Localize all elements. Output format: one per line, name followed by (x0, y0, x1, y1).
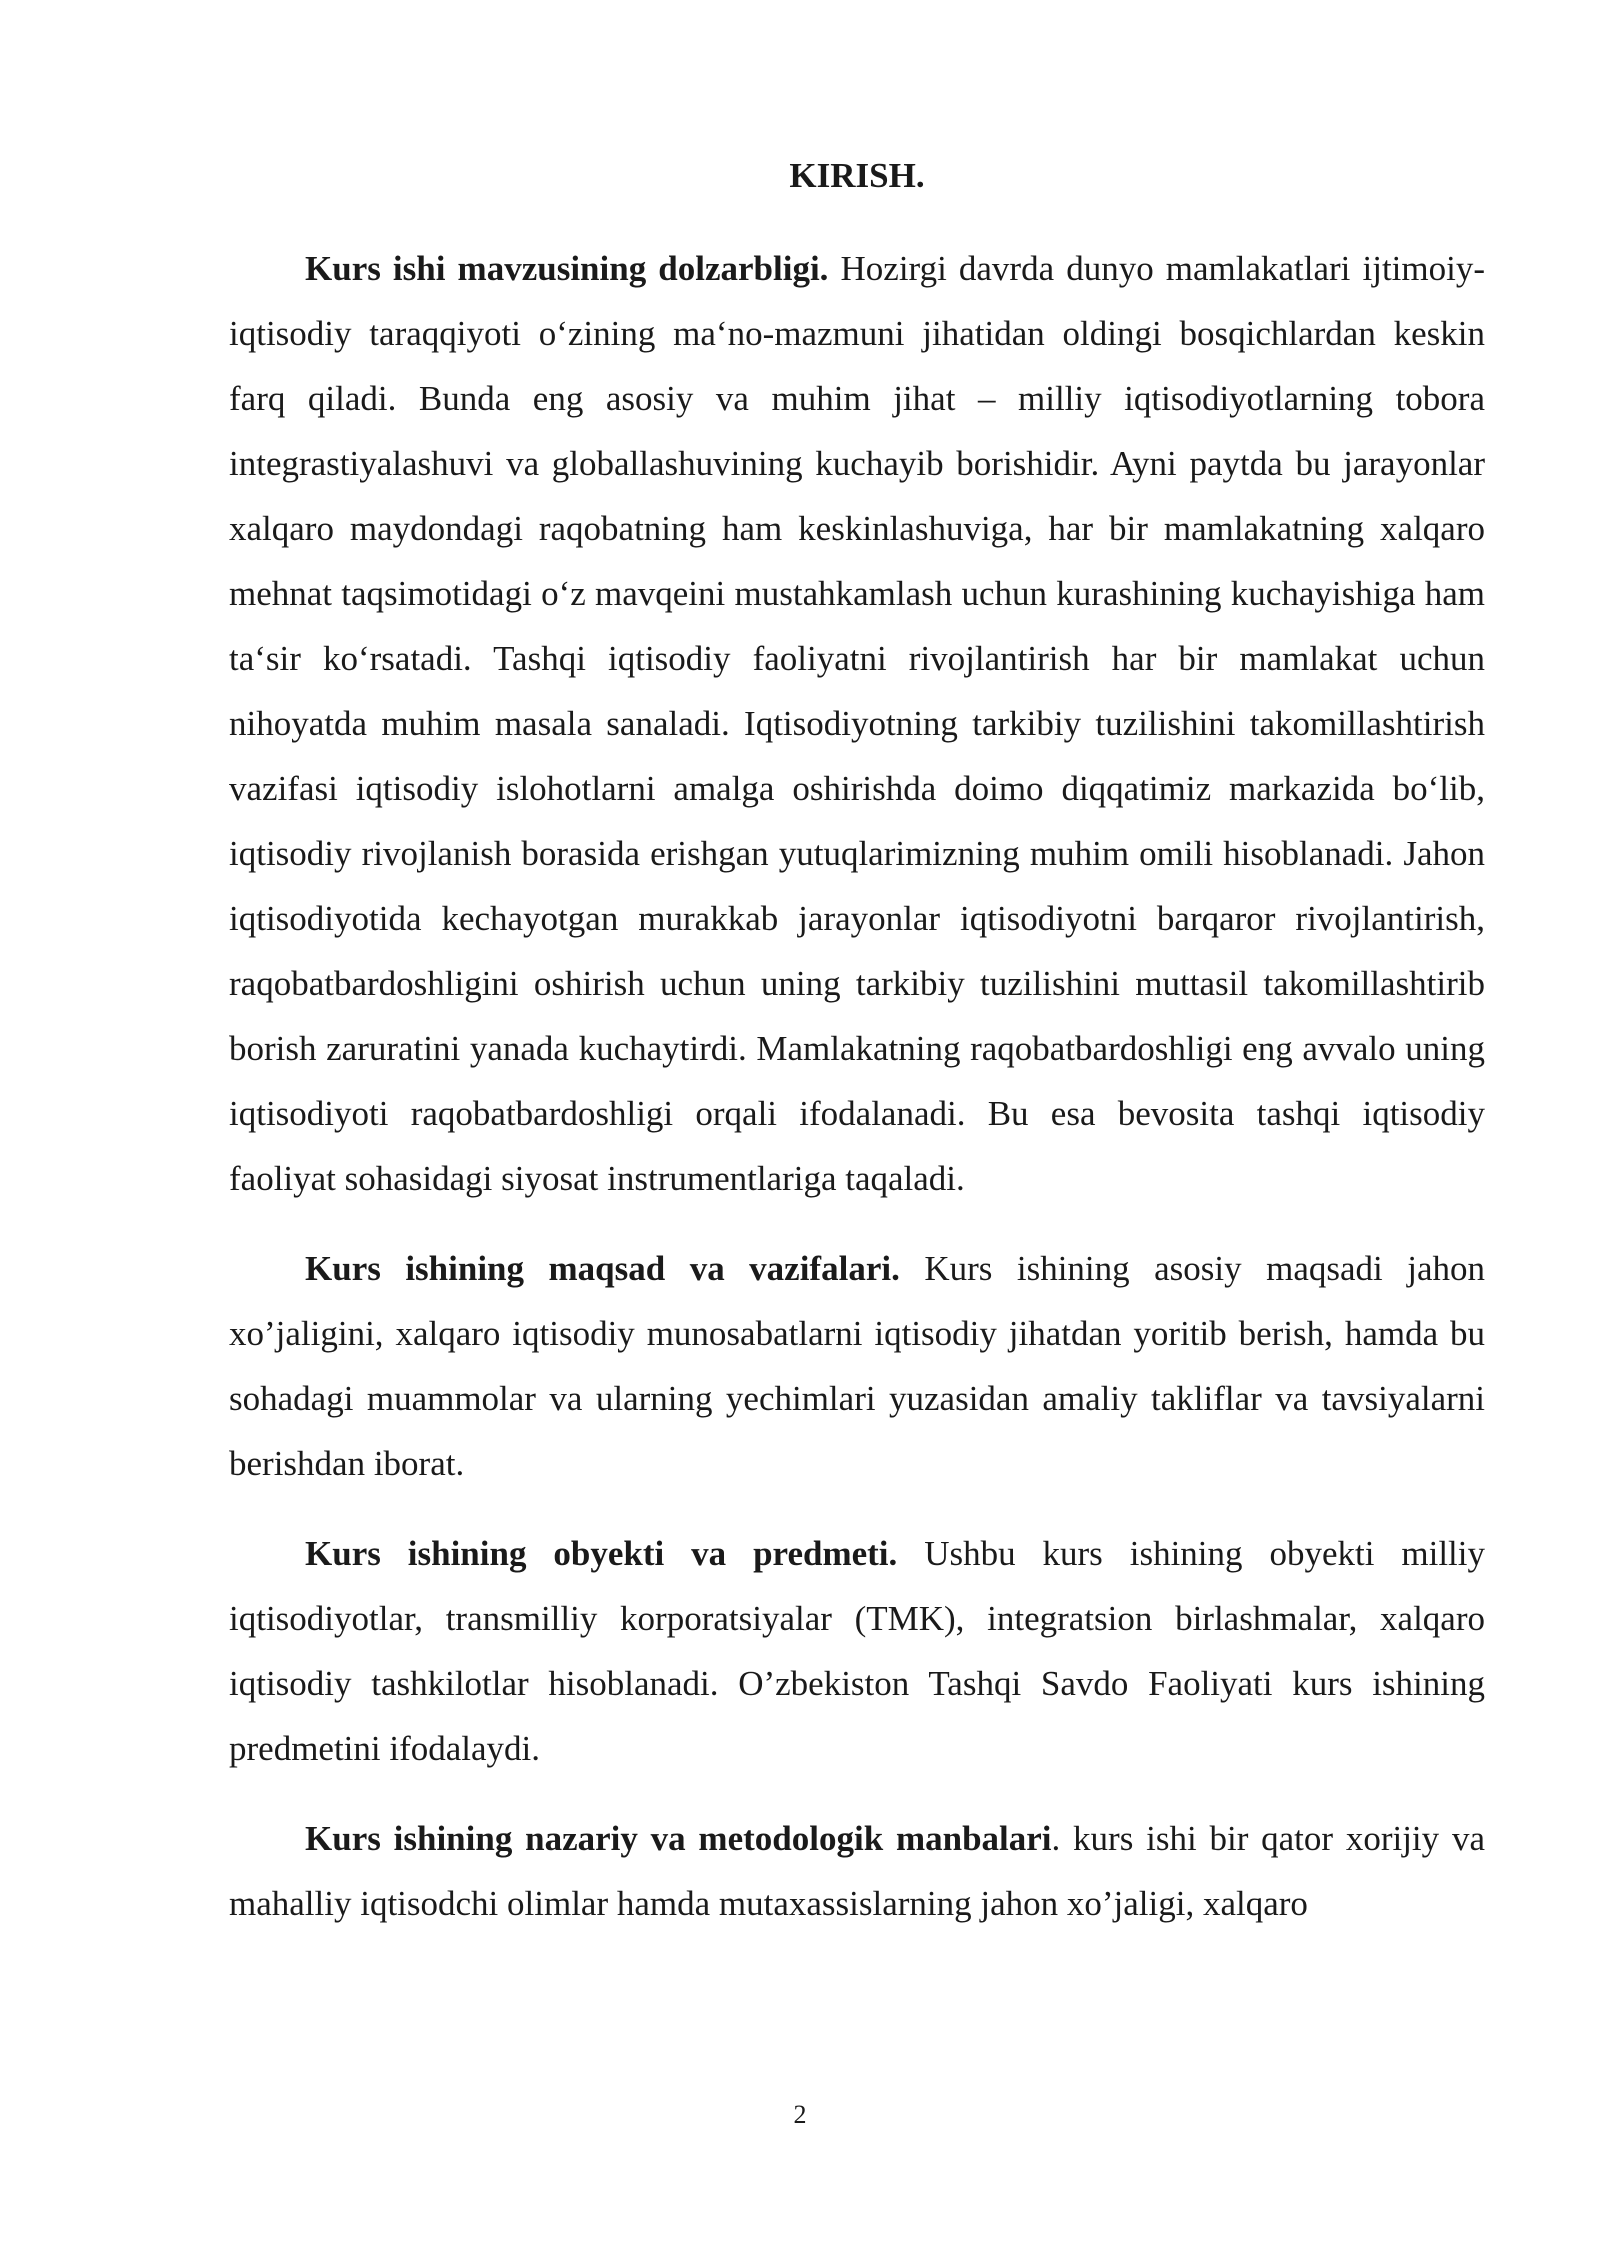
paragraph-relevance (229, 236, 1485, 1211)
paragraph-text: Ushbu kurs ishining obyekti milliy iqtisodiyotlar, transmilliy korporatsiyalar (TMK), integratsion birlashmalar, xalqaro iqtisodiy tashkilotlar hisoblanadi. O’zbekiston Tashqi Savdo Faoliyati kurs ishining predmetini ifodalaydi. (229, 1534, 1485, 1768)
paragraph-sources (229, 1806, 1485, 1936)
paragraph-lead: Kurs ishi mavzusining dolzarbligi. (305, 249, 829, 288)
paragraph-lead: Kurs ishining nazariy va metodologik manbalari (305, 1819, 1052, 1858)
paragraph-text: . kurs ishi bir qator xorijiy va mahalliy iqtisodchi olimlar hamda mutaxassislarning jahon xo’jaligi, xalqaro (229, 1819, 1485, 1923)
paragraph-goals (229, 1236, 1485, 1496)
page-body (229, 150, 1485, 1936)
paragraph-text: Hozirgi davrda dunyo mamlakatlari ijtimoiy- iqtisodiy taraqqiyoti o‘zining ma‘no-mazmuni jihatidan oldingi bosqichlardan keskin farq qiladi. Bunda eng asosiy va muhim jihat – milliy iqtisodiyotlarning tobora integrastiyalashuvi va globallashuvining kuchayib borishidir. Ayni paytda bu jarayonlar xalqaro maydondagi raqobatning ham keskinlashuviga, har bir mamlakatning xalqaro mehnat taqsimotidagi o‘z mavqeini mustahkamlash uchun kurashining kuchayishiga ham ta‘sir ko‘rsatadi. Tashqi iqtisodiy faoliyatni rivojlantirish har bir mamlakat uchun nihoyatda muhim masala sanaladi. Iqtisodiyotning tarkibiy tuzilishini takomillashtirish vazifasi iqtisodiy islohotlarni amalga oshirishda doimo diqqatimiz markazida bo‘lib, iqtisodiy rivojlanish borasida erishgan yutuqlarimizning muhim omili hisoblanadi. Jahon iqtisodiyotida kechayotgan murakkab jarayonlar iqtisodiyotni barqaror rivojlantirish, raqobatbardoshligini oshirish uchun uning tarkibiy tuzilishini muttasil takomillashtirib borish zaruratini yanada kuchaytirdi. Mamlakatning raqobatbardoshligi eng avvalo uning iqtisodiyoti raqobatbardoshligi orqali ifodalanadi. Bu esa bevosita tashqi iqtisodiy faoliyat sohasidagi siyosat instrumentlariga taqaladi. (229, 249, 1485, 1198)
paragraph-lead: Kurs ishining maqsad va vazifalari. (305, 1249, 900, 1288)
paragraph-lead: Kurs ishining obyekti va predmeti. (305, 1534, 898, 1573)
paragraph-object (229, 1521, 1485, 1781)
page-number: 2 (793, 2100, 807, 2129)
paragraph-text: Kurs ishining asosiy maqsadi jahon xo’jaligini, xalqaro iqtisodiy munosabatlarni iqtisodiy jihatdan yoritib berish, hamda bu sohadagi muammolar va ularning yechimlari yuzasidan amaliy takliflar va tavsiyalarni berishdan iborat. (229, 1249, 1485, 1483)
section-heading: KIRISH. (789, 156, 925, 195)
